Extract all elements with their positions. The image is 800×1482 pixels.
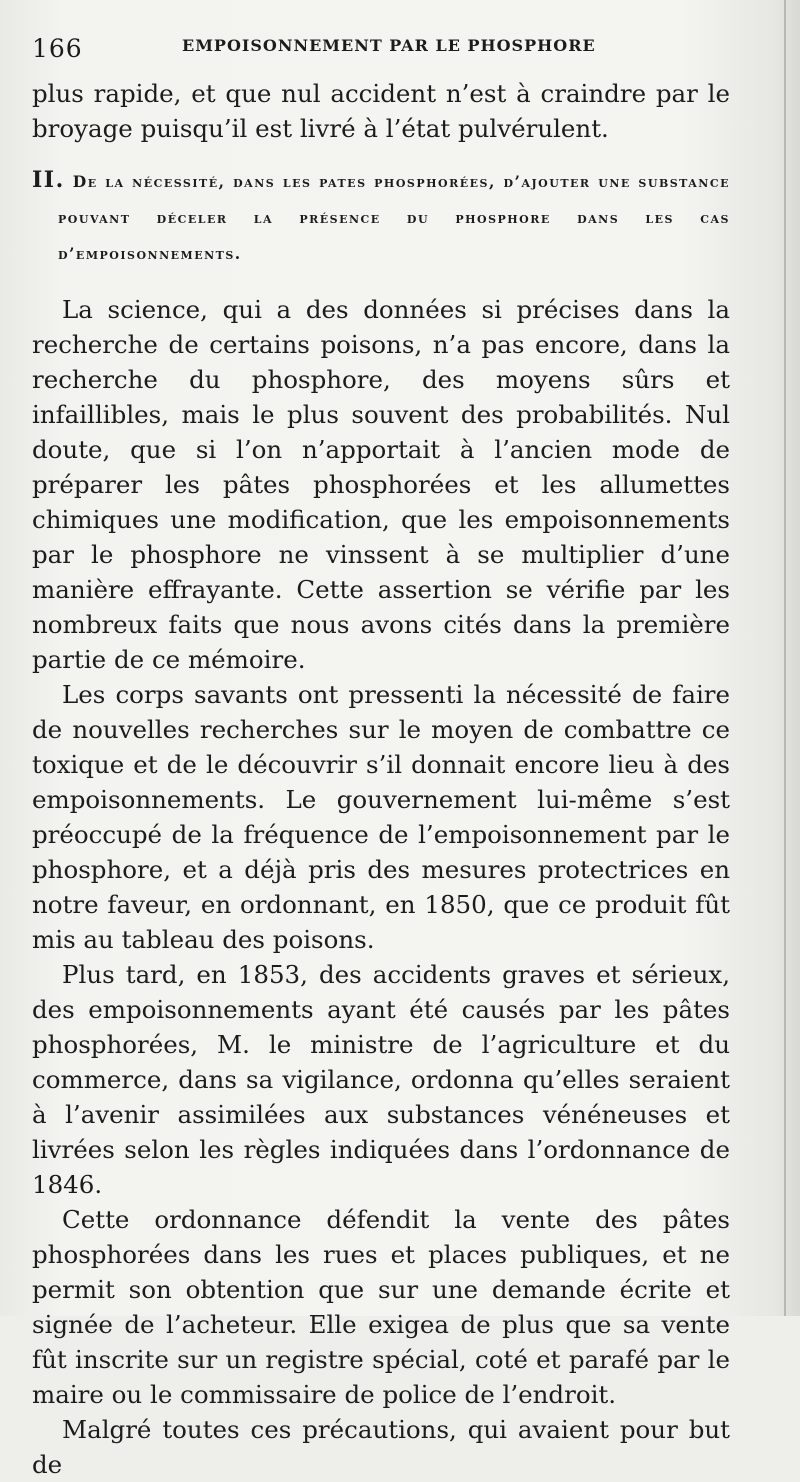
paragraph: Malgré toutes ces précautions, qui avaient pour but de [32, 1415, 730, 1479]
section-title: De la nécessité, dans les pates phosphorées, d’ajouter une substance pouvant déceler la présence du phosphore dans les cas d’empoisonnements. [58, 172, 730, 263]
page-edge [784, 0, 786, 1316]
page-header [32, 32, 732, 64]
body-text [32, 76, 730, 1482]
paragraph: Cette ordonnance défendit la vente des pâtes phosphorées dans les rues et places publiques, et ne permit son obtention que sur une demande écrite et signée de l’acheteur. Elle exigea de plus que sa vente fût inscrite sur un registre spécial, coté et parafé par le maire ou le commissaire de police de l’endroit. [32, 1205, 730, 1409]
running-title: EMPOISONNEMENT PAR LE PHOSPHORE [182, 36, 596, 55]
section-heading [32, 162, 730, 272]
page-number: 166 [32, 34, 83, 63]
paragraph: La science, qui a des données si précises dans la recherche de certains poisons, n’a pas encore, dans la recherche du phosphore, des moyens sûrs et infaillibles, mais le plus souvent des probabilités. Nul doute, que si l’on n’apportait à l’ancien mode de préparer les pâtes phosphorées et les allumettes chimiques une modification, que les empoisonnements par le phosphore ne vinssent à se multiplier d’une manière effrayante. Cette assertion se vérifie par les nombreux faits que nous avons cités dans la première partie de ce mémoire. [32, 295, 730, 674]
section-number: II. [32, 167, 65, 193]
paragraph: Les corps savants ont pressenti la nécessité de faire de nouvelles recherches sur le moyen de combattre ce toxique et de le découvrir s’il donnait encore lieu à des empoisonnements. Le gouvernement lui-même s’est préoccupé de la fréquence de l’empoisonnement par le phosphore, et a déjà pris des mesures protectrices en notre faveur, en ordonnant, en 1850, que ce produit fût mis au tableau des poisons. [32, 680, 730, 954]
opening-paragraph: plus rapide, et que nul accident n’est à craindre par le broyage puisqu’il est livré à l’état pulvérulent. [32, 79, 730, 143]
paragraph: Plus tard, en 1853, des accidents graves et sérieux, des empoisonnements ayant été causés par les pâtes phosphorées, M. le ministre de l’agriculture et du commerce, dans sa vigilance, ordonna qu’elles seraient à l’avenir assimilées aux substances vénéneuses et livrées selon les règles indiquées dans l’ordonnance de 1846. [32, 960, 730, 1199]
